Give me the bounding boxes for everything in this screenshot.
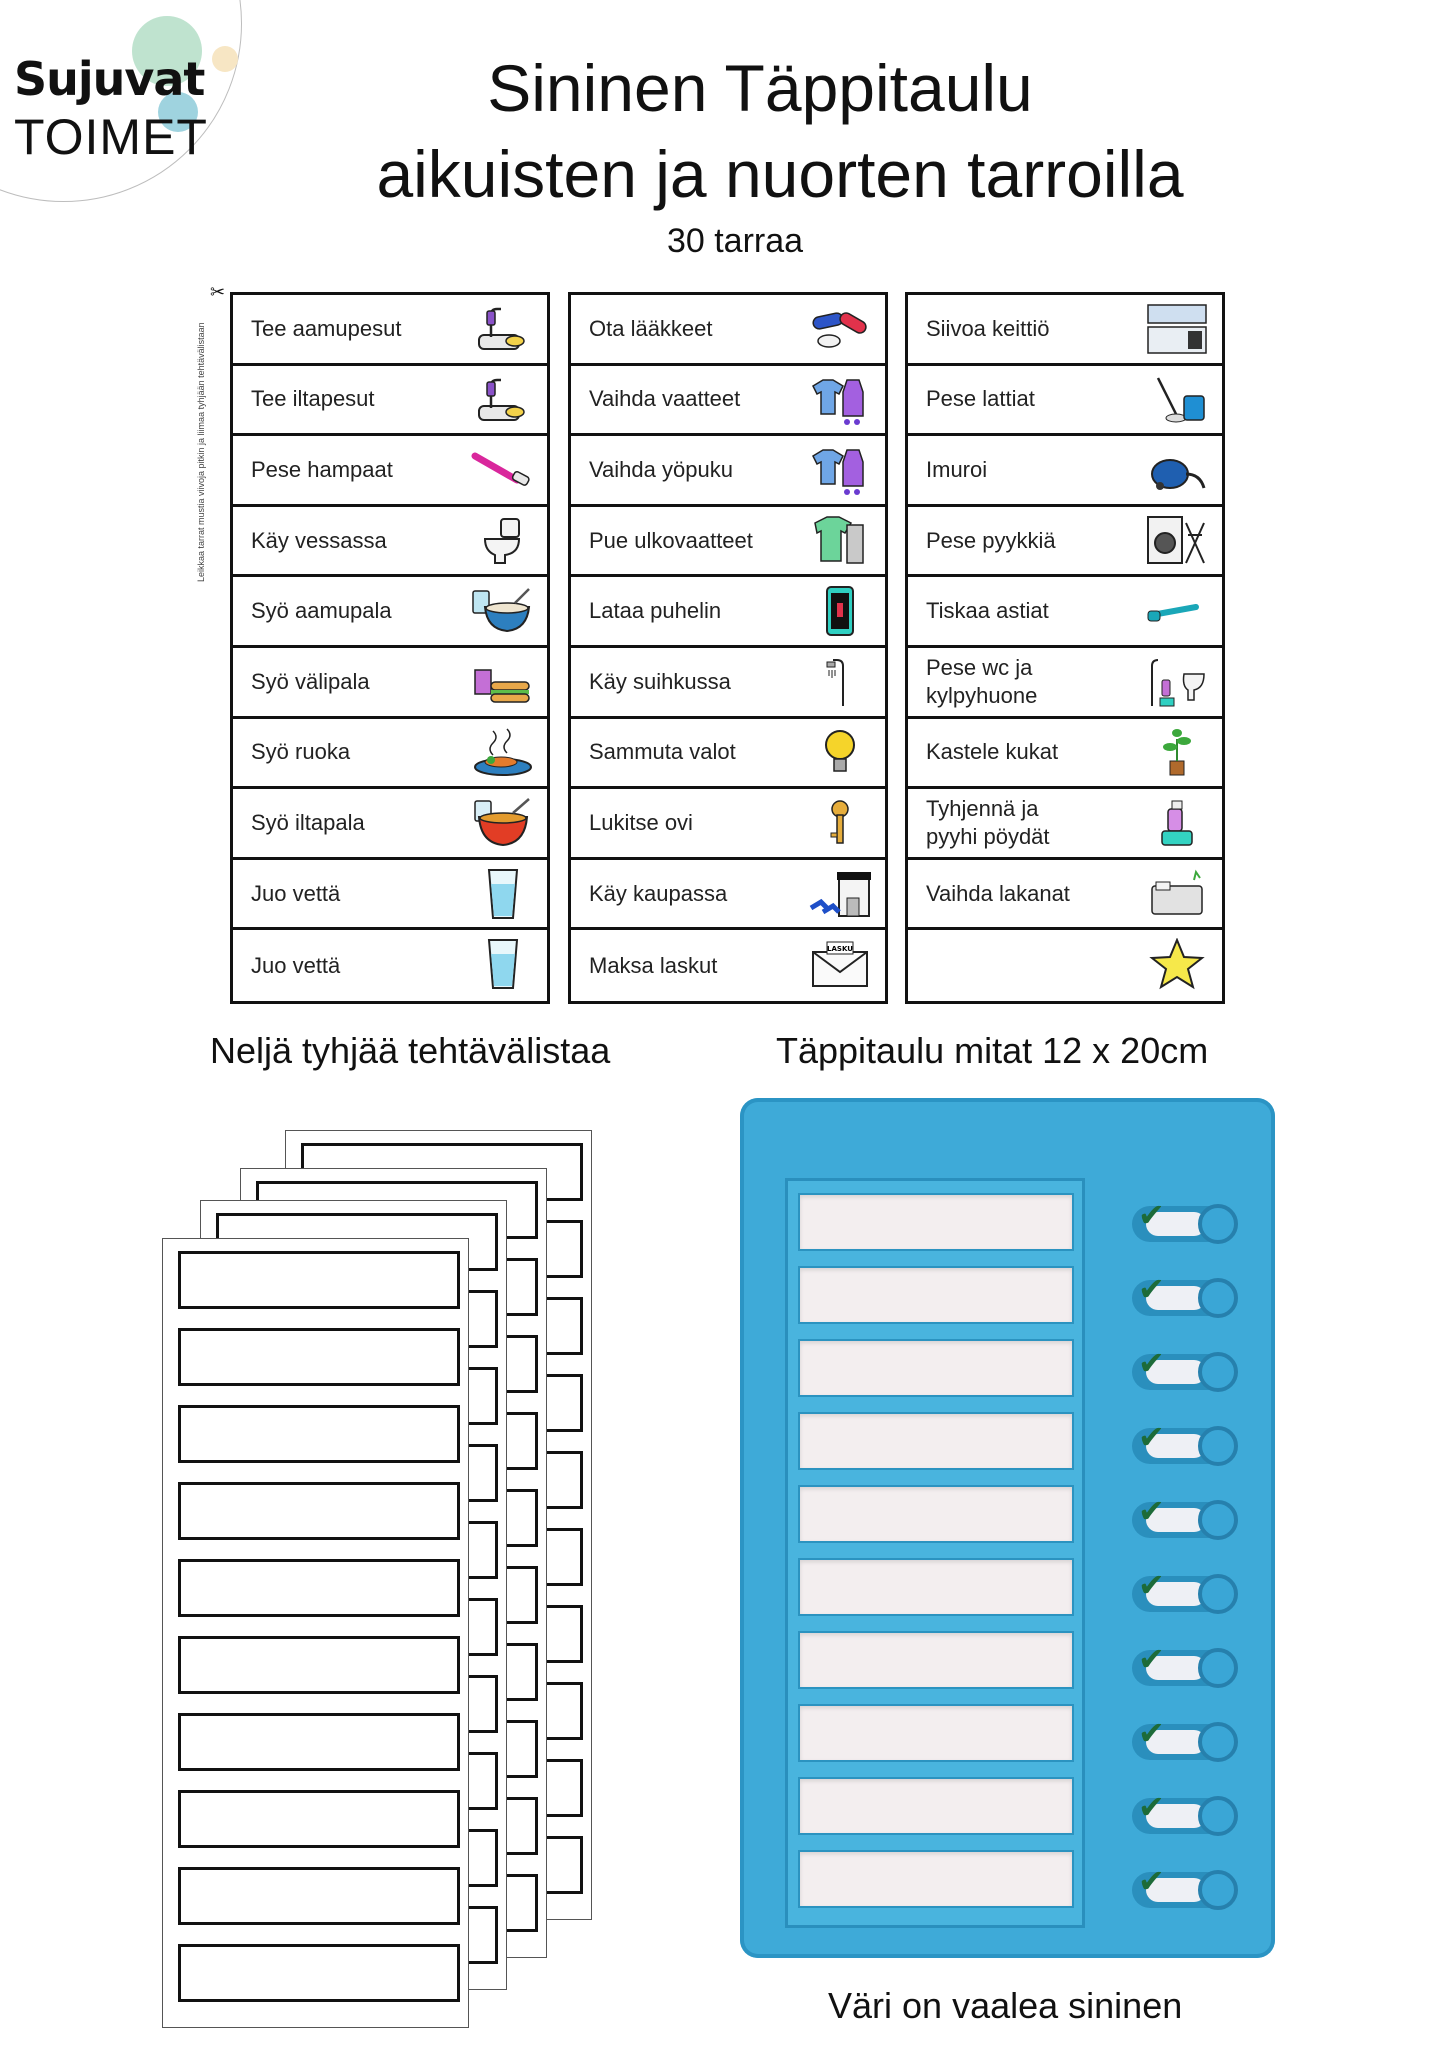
water-glass-icon [471, 938, 533, 990]
logo-dot [212, 46, 238, 72]
sticker-cell [233, 295, 547, 366]
blank-task-box [178, 1867, 460, 1925]
blank-task-box [178, 1713, 460, 1771]
sticker-cell [908, 930, 1222, 1001]
sticker-label: Vaihda yöpuku [589, 456, 733, 482]
sticker-cell [571, 860, 885, 931]
checkmark-icon: ✔ [1138, 1270, 1165, 1308]
check-toggle[interactable] [1132, 1418, 1238, 1464]
sticker-cell [233, 436, 547, 507]
task-slot [798, 1850, 1074, 1908]
sticker-column-3 [905, 292, 1225, 1004]
svg-text:LASKU: LASKU [827, 945, 853, 954]
pajamas-icon [809, 444, 871, 496]
sticker-cell [908, 789, 1222, 860]
sticker-cell [233, 789, 547, 860]
check-toggle[interactable] [1132, 1270, 1238, 1316]
sticker-cell [233, 719, 547, 790]
sticker-cell [908, 366, 1222, 437]
sticker-cell [571, 648, 885, 719]
mop-icon [1146, 374, 1208, 426]
task-slot [798, 1631, 1074, 1689]
cut-instructions: Leikkaa tarrat mustia viivoja pitkin ja liimaa tyhjään tehtävälistaan [196, 322, 206, 582]
sticker-cell [571, 295, 885, 366]
sticker-label: Tyhjennä ja pyyhi pöydät [926, 795, 1050, 849]
toggle-knob[interactable] [1198, 1204, 1238, 1244]
blank-lists-caption: Neljä tyhjää tehtävälistaa [210, 1030, 611, 1071]
sticker-column-1 [230, 292, 550, 1004]
task-slot [798, 1558, 1074, 1616]
slot-frame [785, 1178, 1085, 1928]
toggle-knob[interactable] [1198, 1574, 1238, 1614]
porridge-bowl-icon [471, 797, 533, 849]
sticker-label: Tee iltapesut [251, 386, 375, 412]
scissors-icon: ✂ [210, 282, 226, 302]
brand-logo [0, 0, 245, 205]
sticker-label: Kastele kukat [926, 739, 1059, 765]
blank-task-box [178, 1405, 460, 1463]
toggle-knob[interactable] [1198, 1648, 1238, 1688]
sticker-cell [908, 648, 1222, 719]
checklist-board [740, 1098, 1275, 1958]
shower-icon [809, 656, 871, 708]
star-icon [1146, 938, 1208, 990]
toggle-knob[interactable] [1198, 1352, 1238, 1392]
sticker-cell [908, 507, 1222, 578]
sticker-label: Maksa laskut [589, 952, 718, 978]
blank-task-box [178, 1482, 460, 1540]
sticker-cell [571, 507, 885, 578]
sticker-label: Pese wc ja kylpyhuone [926, 654, 1038, 708]
sticker-label: Käy vessassa [251, 527, 387, 553]
sticker-label: Syö iltapala [251, 809, 365, 835]
sticker-cell [908, 577, 1222, 648]
toothbrush-icon [471, 444, 533, 496]
check-toggle[interactable] [1132, 1788, 1238, 1834]
sticker-cell [571, 789, 885, 860]
envelope-icon [809, 938, 871, 990]
checkmark-icon: ✔ [1138, 1196, 1165, 1234]
water-glass-icon [471, 868, 533, 920]
sticker-label: Tiskaa astiat [926, 598, 1049, 624]
check-toggle[interactable] [1132, 1714, 1238, 1760]
bed-icon [1146, 868, 1208, 920]
check-toggle[interactable] [1132, 1344, 1238, 1390]
sandwich-icon [471, 656, 533, 708]
shop-icon [809, 868, 871, 920]
sticker-cell [571, 366, 885, 437]
sticker-column-2 [568, 292, 888, 1004]
color-note-caption: Väri on vaalea sininen [828, 1985, 1183, 2026]
kitchen-icon [1146, 303, 1208, 355]
page-title-line2: aikuisten ja nuorten tarroilla [376, 137, 1184, 211]
checkmark-icon: ✔ [1138, 1418, 1165, 1456]
clothes-icon [809, 374, 871, 426]
sticker-cell [233, 577, 547, 648]
logo-line2: TOIMET [14, 109, 208, 165]
sticker-label: Käy suihkussa [589, 668, 731, 694]
check-toggle[interactable] [1132, 1566, 1238, 1612]
check-toggle[interactable] [1132, 1492, 1238, 1538]
sticker-label: Pese hampaat [251, 456, 393, 482]
sticker-label: Vaihda vaatteet [589, 386, 741, 412]
sticker-label: Syö ruoka [251, 739, 351, 765]
sticker-label: Juo vettä [251, 880, 341, 906]
sticker-cell [233, 507, 547, 578]
sticker-label: Lukitse ovi [589, 809, 693, 835]
dinner-plate-icon [471, 727, 533, 779]
sticker-label: Juo vettä [251, 952, 341, 978]
sticker-label: Pese pyykkiä [926, 527, 1056, 553]
sticker-label: Lataa puhelin [589, 598, 722, 624]
toilet-icon [471, 515, 533, 567]
toggle-knob[interactable] [1198, 1426, 1238, 1466]
washing-machine-icon [1146, 515, 1208, 567]
sticker-label: Sammuta valot [589, 739, 736, 765]
dish-brush-icon [1146, 585, 1208, 637]
sticker-label: Pue ulkovaatteet [589, 527, 753, 553]
sticker-cell [908, 860, 1222, 931]
page-title-line1: Sininen Täppitaulu [487, 51, 1033, 125]
sticker-label: Imuroi [926, 456, 988, 482]
task-slot [798, 1193, 1074, 1251]
toggle-knob[interactable] [1198, 1278, 1238, 1318]
blank-task-box [178, 1790, 460, 1848]
blank-task-box [178, 1944, 460, 2002]
sticker-label: Syö välipala [251, 668, 370, 694]
checkmark-icon: ✔ [1138, 1788, 1165, 1826]
blank-task-list-sheet [162, 1238, 469, 2028]
sink-icon [471, 303, 533, 355]
blank-task-box [178, 1251, 460, 1309]
task-slot [798, 1704, 1074, 1762]
sticker-label: Syö aamupala [251, 598, 392, 624]
task-slot [798, 1266, 1074, 1324]
logo-line1: Sujuvat [14, 52, 205, 106]
sticker-cell [908, 295, 1222, 366]
jacket-icon [809, 515, 871, 567]
sticker-cell [571, 436, 885, 507]
sticker-cell [908, 436, 1222, 507]
spray-icon [1146, 797, 1208, 849]
check-toggle[interactable] [1132, 1640, 1238, 1686]
sticker-label: Käy kaupassa [589, 880, 728, 906]
phone-icon [809, 585, 871, 637]
sticker-cell [571, 577, 885, 648]
toggle-knob[interactable] [1198, 1796, 1238, 1836]
breakfast-bowl-icon [471, 585, 533, 637]
blank-task-box [178, 1636, 460, 1694]
sticker-cell [233, 930, 547, 1001]
sticker-cell [233, 860, 547, 931]
toggle-knob[interactable] [1198, 1722, 1238, 1762]
checkmark-icon: ✔ [1138, 1862, 1165, 1900]
check-toggle[interactable] [1132, 1196, 1238, 1242]
sticker-label: Ota lääkkeet [589, 315, 713, 341]
checkmark-icon: ✔ [1138, 1344, 1165, 1382]
sticker-label: Tee aamupesut [251, 315, 402, 341]
sticker-label: Pese lattiat [926, 386, 1035, 412]
sticker-cell [233, 648, 547, 719]
board-size-caption: Täppitaulu mitat 12 x 20cm [776, 1030, 1209, 1071]
sink-icon [471, 374, 533, 426]
blank-task-box [178, 1328, 460, 1386]
key-icon [809, 797, 871, 849]
bathroom-icon [1146, 656, 1208, 708]
sticker-cell [571, 719, 885, 790]
sticker-label: Siivoa keittiö [926, 315, 1050, 341]
sticker-cell [908, 719, 1222, 790]
check-toggle[interactable] [1132, 1862, 1238, 1908]
toggle-knob[interactable] [1198, 1500, 1238, 1540]
vacuum-icon [1146, 444, 1208, 496]
task-slot [798, 1777, 1074, 1835]
sticker-cell [571, 930, 885, 1001]
sticker-cell [233, 366, 547, 437]
checkmark-icon: ✔ [1138, 1714, 1165, 1752]
sticker-count: 30 tarraa [666, 222, 804, 260]
sticker-label: Vaihda lakanat [926, 880, 1070, 906]
task-slot [798, 1485, 1074, 1543]
blank-task-box [178, 1559, 460, 1617]
task-slot [798, 1412, 1074, 1470]
checkmark-icon: ✔ [1138, 1566, 1165, 1604]
toggle-knob[interactable] [1198, 1870, 1238, 1910]
plant-icon [1146, 727, 1208, 779]
lightbulb-icon [809, 727, 871, 779]
checkmark-icon: ✔ [1138, 1640, 1165, 1678]
task-slot [798, 1339, 1074, 1397]
checkmark-icon: ✔ [1138, 1492, 1165, 1530]
pills-icon [809, 303, 871, 355]
